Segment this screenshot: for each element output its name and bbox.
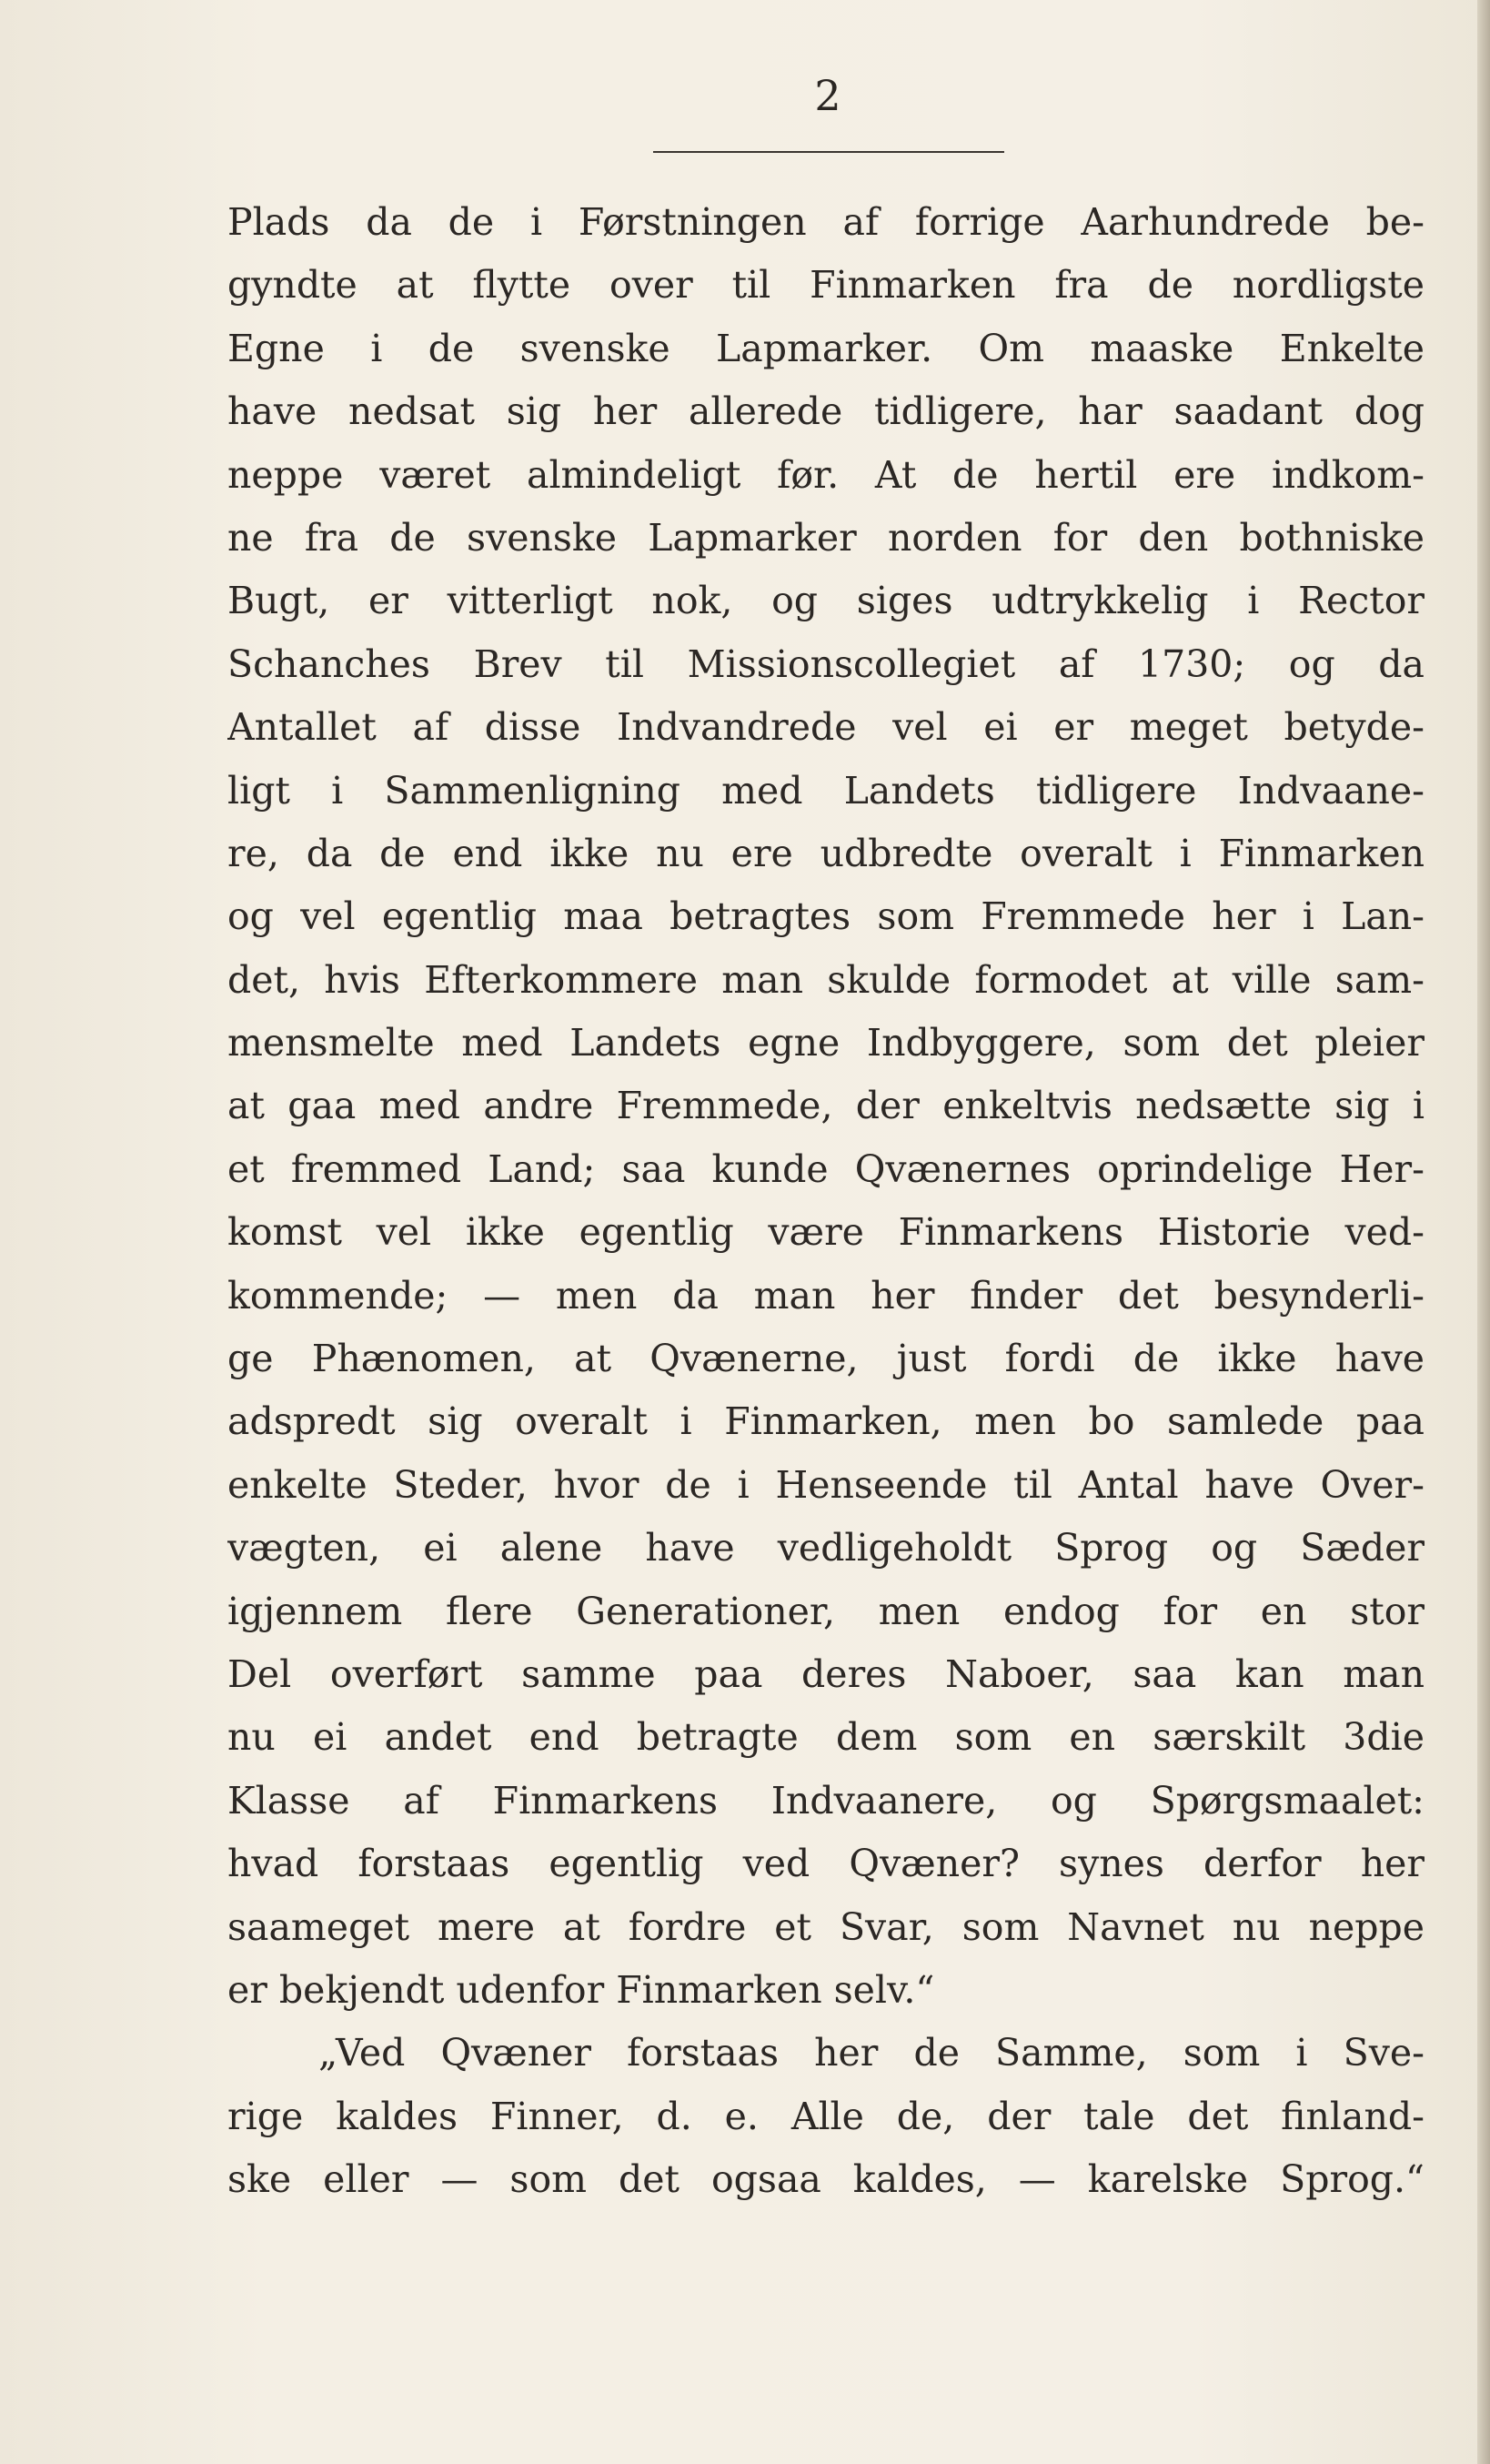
text-line: ne fra de svenske Lapmarker norden for den bothniske: [227, 515, 1425, 560]
text-line: Antallet af disse Indvandrede vel ei er meget betyde-: [227, 705, 1425, 750]
text-line: og vel egentlig maa betragtes som Fremmede her i Lan-: [227, 894, 1425, 939]
text-line: adspredt sig overalt i Finmarken, men bo samlede paa: [227, 1399, 1425, 1444]
text-line: gyndte at flytte over til Finmarken fra de nordligste: [227, 263, 1425, 308]
paragraph-2: [227, 2022, 1425, 2211]
text-line: ske eller — som det ogsaa kaldes, — karelske Sprog.“: [227, 2157, 1425, 2202]
text-line: vægten, ei alene have vedligeholdt Sprog og Sæder: [227, 1526, 1425, 1570]
text-line: et fremmed Land; saa kunde Qvænernes oprindelige Her-: [227, 1146, 1425, 1191]
text-line: rige kaldes Finner, d. e. Alle de, der tale det finland-: [227, 2094, 1425, 2138]
text-line: Klasse af Finmarkens Indvaanere, og Spørgsmaalet:: [227, 1778, 1425, 1823]
text-line: mensmelte med Landets egne Indbyggere, som det pleier: [227, 1021, 1425, 1065]
text-line: Plads da de i Førstningen af forrige Aarhundrede be-: [227, 200, 1425, 244]
page-number: 2: [814, 71, 841, 120]
text-line: re, da de end ikke nu ere udbredte overalt i Finmarken: [227, 831, 1425, 875]
text-line: komst vel ikke egentlig være Finmarkens Historie ved-: [227, 1210, 1425, 1255]
text-line: have nedsat sig her allerede tidligere, har saadant dog: [227, 389, 1425, 434]
text-line: neppe været almindeligt før. At de hertil ere indkom-: [227, 452, 1425, 497]
paragraph-1: [227, 191, 1425, 2022]
text-line: kommende; — men da man her finder det besynderli-: [227, 1273, 1425, 1318]
text-line: hvad forstaas egentlig ved Qvæner? synes derfor her: [227, 1842, 1425, 1886]
text-line: Egne i de svenske Lapmarker. Om maaske Enkelte: [227, 326, 1425, 370]
text-line: igjennem flere Generationer, men endog for en stor: [227, 1589, 1425, 1633]
body-text: [227, 191, 1425, 2212]
text-line: saameget mere at fordre et Svar, som Navnet nu neppe: [227, 1904, 1425, 1949]
text-line: det, hvis Efterkommere man skulde formodet at ville sam-: [227, 957, 1425, 1002]
header-rule: [653, 151, 1004, 153]
text-line: Bugt, er vitterligt nok, og siges udtrykkelig i Rector: [227, 579, 1425, 623]
page-edge: [1477, 0, 1490, 2464]
text-line: nu ei andet end betragte dem som en særskilt 3die: [227, 1715, 1425, 1760]
text-line: Schanches Brev til Missionscollegiet af 1730; og da: [227, 641, 1425, 686]
text-line: Del overført samme paa deres Naboer, saa kan man: [227, 1651, 1425, 1696]
text-line: „Ved Qvæner forstaas her de Samme, som i Sve-: [318, 2031, 1425, 2075]
text-line: at gaa med andre Fremmede, der enkeltvis nedsætte sig i: [227, 1084, 1425, 1128]
text-line: er bekjendt udenfor Finmarken selv.“: [227, 1967, 935, 2012]
text-line: ge Phænomen, at Qvænerne, just fordi de ikke have: [227, 1337, 1425, 1381]
text-line: enkelte Steder, hvor de i Henseende til Antal have Over-: [227, 1462, 1425, 1507]
text-line: ligt i Sammenligning med Landets tidligere Indvaane-: [227, 768, 1425, 813]
